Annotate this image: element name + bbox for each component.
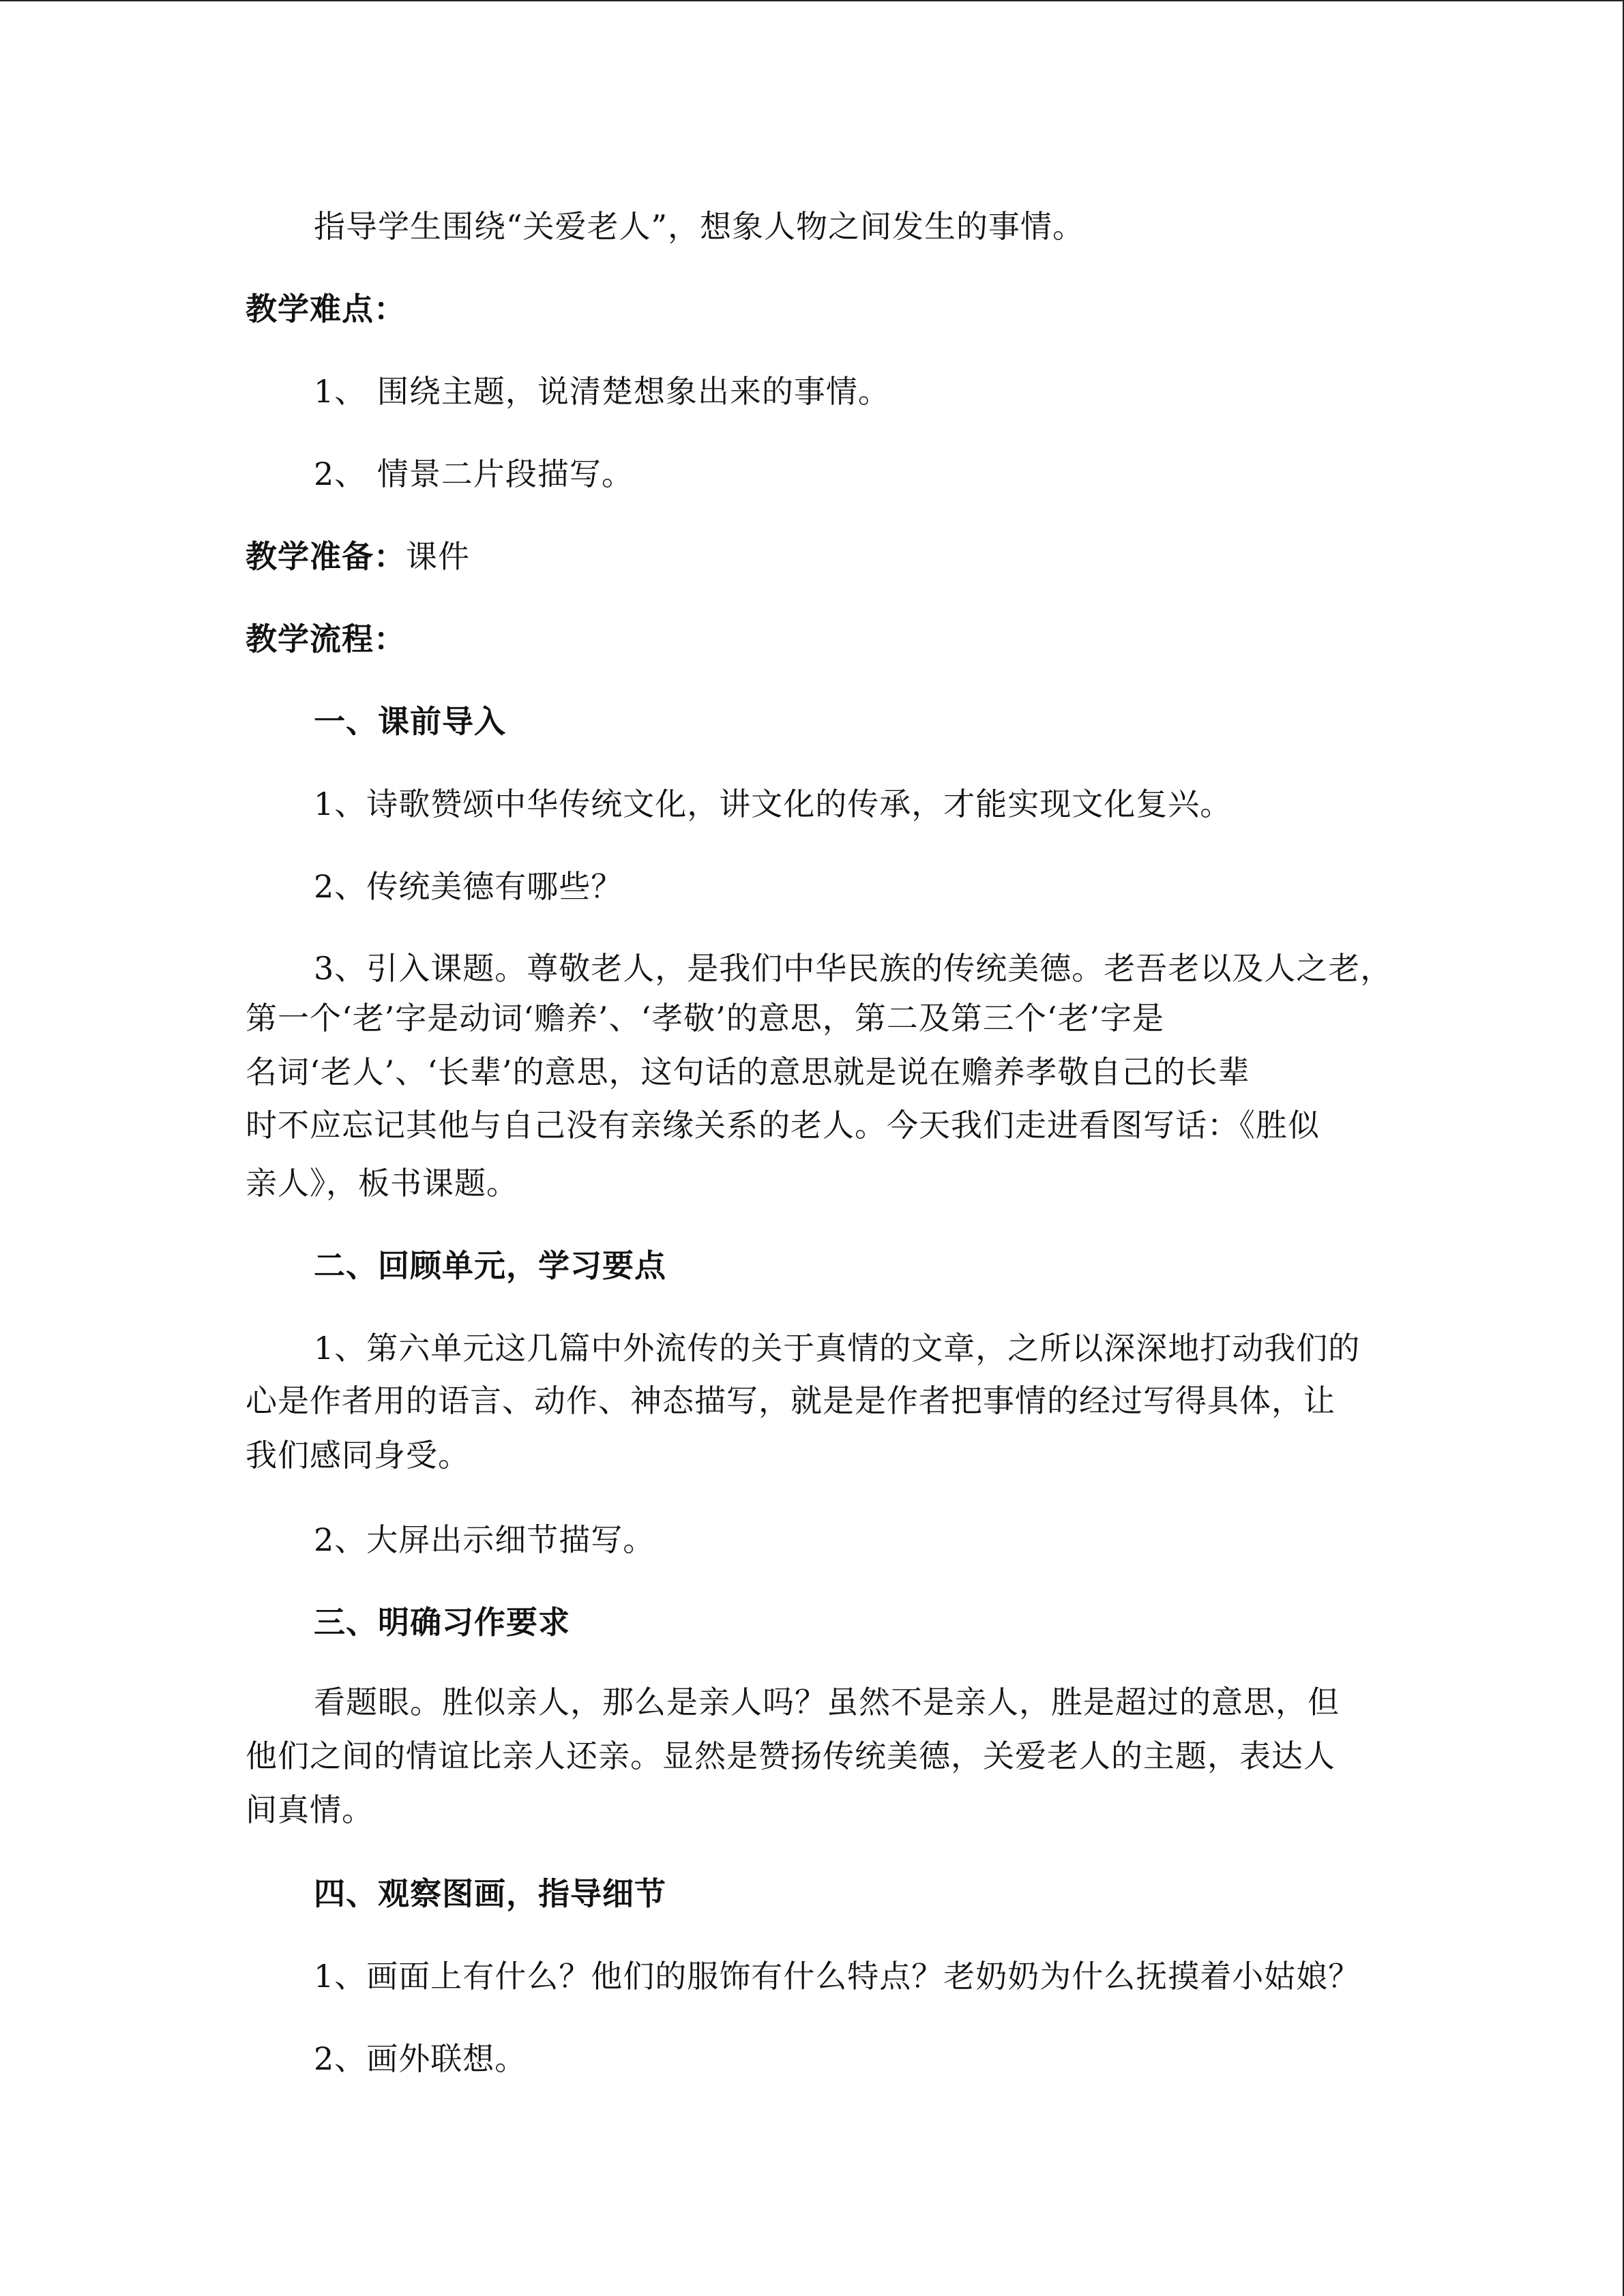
paragraph-1-3-line-5: 亲人》，板书课题。 — [246, 1165, 518, 1202]
paragraph-3-line-2: 他们之间的情谊比亲人还亲。显然是赞扬传统美德，关爱老人的主题，表达人 — [246, 1738, 1335, 1774]
heading-teaching-preparation: 教学准备： — [246, 538, 406, 575]
teaching-preparation — [246, 536, 470, 577]
section-heading-4: 四、观察图画，指导细节 — [314, 1875, 666, 1912]
section-heading-1: 一、课前导入 — [314, 703, 506, 740]
paragraph-1-3-line-1: 3、引入课题。尊敬老人，是我们中华民族的传统美德。老吾老以及人之老， — [314, 950, 1393, 987]
heading-teaching-difficulties: 教学难点： — [246, 290, 406, 327]
paragraph-1-3-line-2: 第一个‘老’字是动词‘赡养’、‘孝敬’的意思，第二及第三个‘老’字是 — [246, 1000, 1164, 1037]
paragraph-1-3-line-3: 名词‘老人’、‘长辈’的意思，这句话的意思就是说在赡养孝敬自己的长辈 — [246, 1054, 1250, 1090]
paragraph-3-line-1: 看题眼。胜似亲人，那么是亲人吗？虽然不是亲人，胜是超过的意思，但 — [314, 1684, 1340, 1720]
paragraph-4-2: 2、画外联想。 — [314, 2040, 527, 2077]
paragraph-1-2: 2、传统美德有哪些？ — [314, 868, 623, 905]
teaching-preparation-value: 课件 — [406, 538, 470, 575]
paragraph-2-2: 2、大屏出示细节描写。 — [314, 1521, 655, 1558]
section-heading-3: 三、明确习作要求 — [314, 1604, 570, 1641]
paragraph-4-1: 1、画面上有什么？他们的服饰有什么特点？老奶奶为什么抚摸着小姑娘？ — [314, 1958, 1361, 1995]
paragraph-2-1-line-1: 1、第六单元这几篇中外流传的关于真情的文章，之所以深深地打动我们的 — [314, 1330, 1361, 1367]
paragraph-2-1-line-3: 我们感同身受。 — [246, 1437, 470, 1474]
list-item-difficulty-1: 1、 围绕主题，说清楚想象出来的事情。 — [314, 373, 890, 410]
heading-teaching-process: 教学流程： — [246, 621, 406, 657]
paragraph-3-line-3: 间真情。 — [246, 1791, 374, 1828]
list-item-difficulty-2: 2、 情景二片段描写。 — [314, 456, 634, 492]
paragraph-1-1: 1、诗歌赞颂中华传统文化，讲文化的传承，才能实现文化复兴。 — [314, 786, 1232, 822]
paragraph-2-1-line-2: 心是作者用的语言、动作、神态描写，就是是作者把事情的经过写得具体，让 — [246, 1382, 1335, 1419]
paragraph-1-3-line-4: 时不应忘记其他与自己没有亲缘关系的老人。今天我们走进看图写话：《胜似 — [246, 1107, 1320, 1144]
paragraph-focus-guidance: 指导学生围绕“关爱老人”，想象人物之间发生的事情。 — [314, 208, 1085, 245]
section-heading-2: 二、回顾单元，学习要点 — [314, 1247, 666, 1284]
